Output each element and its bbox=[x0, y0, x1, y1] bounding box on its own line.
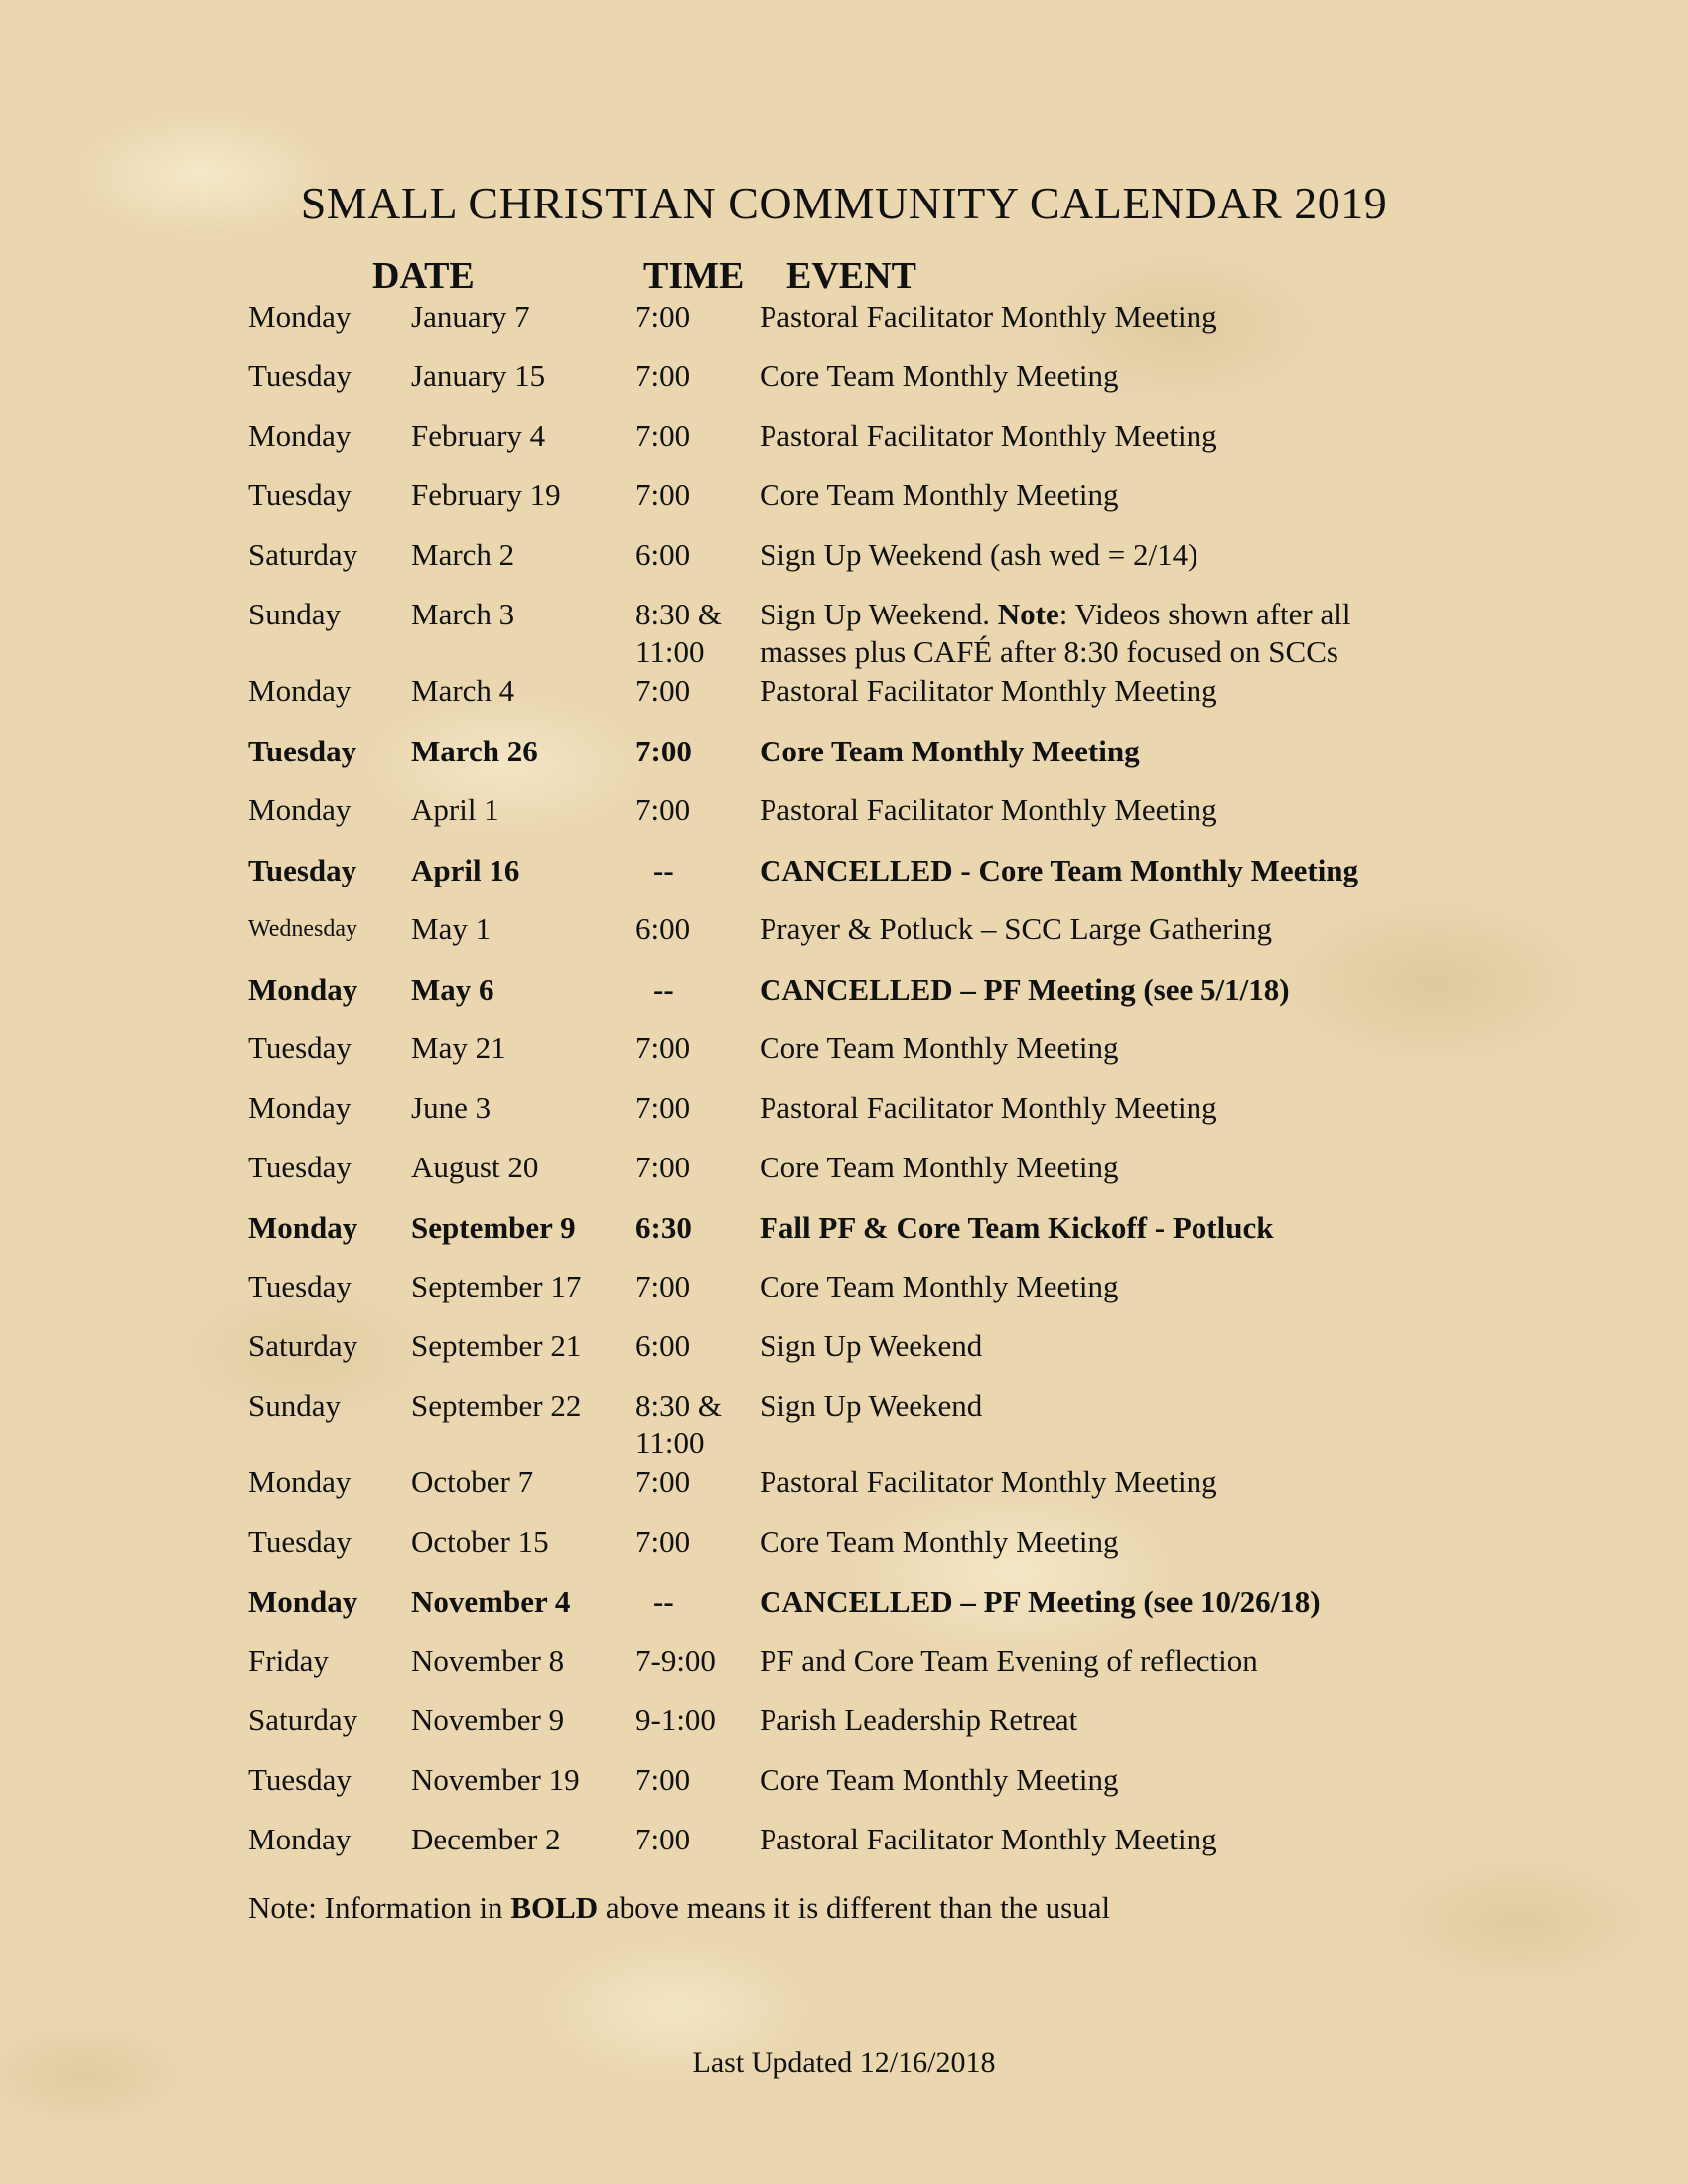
row-date: May 21 bbox=[411, 1030, 506, 1065]
row-event: Sign Up Weekend bbox=[760, 1388, 983, 1423]
row-event: CANCELLED – PF Meeting (see 10/26/18) bbox=[760, 1584, 1321, 1619]
row-day: Monday bbox=[248, 1584, 358, 1619]
row-time: 6:00 bbox=[635, 911, 691, 946]
row-event: Core Team Monthly Meeting bbox=[760, 1269, 1119, 1303]
row-time-line1: 8:30 & bbox=[635, 1388, 722, 1423]
row-time: 7:00 bbox=[635, 299, 691, 334]
row-event: PF and Core Team Evening of reflection bbox=[760, 1643, 1258, 1678]
row-event: Sign Up Weekend (ash wed = 2/14) bbox=[760, 537, 1198, 572]
row-date: August 20 bbox=[411, 1150, 539, 1184]
row-date: May 1 bbox=[411, 911, 492, 946]
last-updated: Last Updated 12/16/2018 bbox=[692, 2046, 996, 2079]
footnote-bold-word: BOLD bbox=[510, 1890, 599, 1925]
row-time: -- bbox=[653, 972, 674, 1007]
row-time: 7:00 bbox=[635, 792, 691, 827]
row-date: November 4 bbox=[411, 1584, 571, 1619]
row-event-note-label: Note bbox=[997, 597, 1059, 631]
row-time: 7:00 bbox=[635, 1762, 691, 1797]
row-time: 9-1:00 bbox=[635, 1703, 716, 1737]
row-time bbox=[635, 596, 760, 671]
row-day: Sunday bbox=[248, 1388, 341, 1423]
row-date: February 4 bbox=[411, 418, 546, 453]
row-date: October 7 bbox=[411, 1464, 534, 1499]
column-header-time: TIME bbox=[643, 255, 745, 297]
row-event-prefix: Sign Up Weekend. bbox=[760, 597, 998, 631]
row-date: May 6 bbox=[411, 972, 494, 1007]
row-day: Tuesday bbox=[248, 1150, 352, 1184]
row-day: Monday bbox=[248, 1090, 352, 1125]
row-event: Pastoral Facilitator Monthly Meeting bbox=[760, 792, 1217, 827]
footnote-suffix: above means it is different than the usual bbox=[598, 1890, 1111, 1925]
row-date: September 22 bbox=[411, 1388, 582, 1423]
row-day: Monday bbox=[248, 792, 352, 827]
row-time-line1: 8:30 & bbox=[635, 597, 722, 631]
row-day: Tuesday bbox=[248, 1524, 352, 1559]
row-day: Monday bbox=[248, 299, 352, 334]
row-event: Core Team Monthly Meeting bbox=[760, 1150, 1119, 1184]
row-day: Monday bbox=[248, 673, 352, 708]
row-date: September 9 bbox=[411, 1210, 576, 1245]
row-date: November 19 bbox=[411, 1762, 580, 1797]
row-date: April 16 bbox=[411, 853, 520, 887]
row-event: Core Team Monthly Meeting bbox=[760, 734, 1140, 768]
footnote bbox=[248, 1890, 1110, 1926]
row-day: Tuesday bbox=[248, 1762, 352, 1797]
page-title: SMALL CHRISTIAN COMMUNITY CALENDAR 2019 bbox=[300, 178, 1388, 228]
row-date: March 4 bbox=[411, 673, 515, 708]
row-time: -- bbox=[653, 1584, 674, 1619]
row-date: September 17 bbox=[411, 1269, 582, 1303]
row-time: 7:00 bbox=[635, 1030, 691, 1065]
row-event: Core Team Monthly Meeting bbox=[760, 1762, 1119, 1797]
row-event: CANCELLED - Core Team Monthly Meeting bbox=[760, 853, 1359, 887]
row-event: Parish Leadership Retreat bbox=[760, 1703, 1078, 1737]
row-event: Pastoral Facilitator Monthly Meeting bbox=[760, 1822, 1217, 1856]
row-time: 7:00 bbox=[635, 1822, 691, 1856]
row-time: 7:00 bbox=[635, 418, 691, 453]
column-header-date: DATE bbox=[372, 255, 475, 297]
row-time: 7:00 bbox=[635, 1464, 691, 1499]
row-day: Sunday bbox=[248, 597, 341, 631]
row-day: Monday bbox=[248, 1210, 358, 1245]
row-day: Tuesday bbox=[248, 853, 357, 887]
row-event: Pastoral Facilitator Monthly Meeting bbox=[760, 1090, 1217, 1125]
row-time: -- bbox=[653, 853, 674, 887]
row-day: Tuesday bbox=[248, 1030, 352, 1065]
row-time: 6:00 bbox=[635, 1328, 691, 1363]
row-day: Monday bbox=[248, 1464, 352, 1499]
row-time-line2: 11:00 bbox=[635, 1426, 705, 1460]
row-event: Pastoral Facilitator Monthly Meeting bbox=[760, 299, 1217, 334]
row-event: Core Team Monthly Meeting bbox=[760, 478, 1119, 512]
row-day: Tuesday bbox=[248, 1269, 352, 1303]
row-date: March 26 bbox=[411, 734, 538, 768]
row-date: November 8 bbox=[411, 1643, 565, 1678]
row-time bbox=[635, 1387, 760, 1462]
row-date: June 3 bbox=[411, 1090, 492, 1125]
row-event: Sign Up Weekend bbox=[760, 1328, 983, 1363]
row-date: March 3 bbox=[411, 597, 515, 631]
row-day: Saturday bbox=[248, 1703, 358, 1737]
row-date: January 7 bbox=[411, 299, 530, 334]
row-time: 7:00 bbox=[635, 1090, 691, 1125]
row-date: March 2 bbox=[411, 537, 515, 572]
row-day: Monday bbox=[248, 418, 352, 453]
row-time-line2: 11:00 bbox=[635, 634, 705, 669]
row-event: Core Team Monthly Meeting bbox=[760, 1030, 1119, 1065]
row-event: Core Team Monthly Meeting bbox=[760, 1524, 1119, 1559]
row-day: Friday bbox=[248, 1643, 329, 1678]
row-date: January 15 bbox=[411, 358, 546, 393]
row-time: 6:30 bbox=[635, 1210, 692, 1245]
row-date: October 15 bbox=[411, 1524, 549, 1559]
row-time: 7:00 bbox=[635, 1150, 691, 1184]
row-event: Fall PF & Core Team Kickoff - Potluck bbox=[760, 1210, 1274, 1245]
row-day: Monday bbox=[248, 972, 358, 1007]
row-date: September 21 bbox=[411, 1328, 582, 1363]
row-time: 7:00 bbox=[635, 1269, 691, 1303]
row-day: Wednesday bbox=[248, 916, 358, 942]
row-time: 7:00 bbox=[635, 1524, 691, 1559]
row-day: Monday bbox=[248, 1822, 352, 1856]
row-day: Tuesday bbox=[248, 734, 357, 768]
row-event-suffix: : Videos shown after all masses plus CAFÉ after 8:30 focused on SCCs bbox=[760, 597, 1351, 669]
row-time: 6:00 bbox=[635, 537, 691, 572]
row-event: Prayer & Potluck – SCC Large Gathering bbox=[760, 911, 1273, 946]
row-time: 7:00 bbox=[635, 358, 691, 393]
row-time: 7:00 bbox=[635, 734, 692, 768]
row-date: April 1 bbox=[411, 792, 499, 827]
row-event: Pastoral Facilitator Monthly Meeting bbox=[760, 673, 1217, 708]
row-event bbox=[760, 596, 1435, 671]
row-date: February 19 bbox=[411, 478, 561, 512]
row-event: CANCELLED – PF Meeting (see 5/1/18) bbox=[760, 972, 1290, 1007]
row-day: Tuesday bbox=[248, 358, 352, 393]
row-time: 7-9:00 bbox=[635, 1643, 716, 1678]
row-event: Pastoral Facilitator Monthly Meeting bbox=[760, 418, 1217, 453]
row-time: 7:00 bbox=[635, 478, 691, 512]
row-day: Tuesday bbox=[248, 478, 352, 512]
row-event: Core Team Monthly Meeting bbox=[760, 358, 1119, 393]
row-day: Saturday bbox=[248, 537, 358, 572]
footnote-prefix: Note: Information in bbox=[248, 1890, 511, 1925]
column-header-event: EVENT bbox=[786, 255, 916, 297]
row-time: 7:00 bbox=[635, 673, 691, 708]
row-date: December 2 bbox=[411, 1822, 561, 1856]
row-date: November 9 bbox=[411, 1703, 565, 1737]
row-day: Saturday bbox=[248, 1328, 358, 1363]
row-event: Pastoral Facilitator Monthly Meeting bbox=[760, 1464, 1217, 1499]
